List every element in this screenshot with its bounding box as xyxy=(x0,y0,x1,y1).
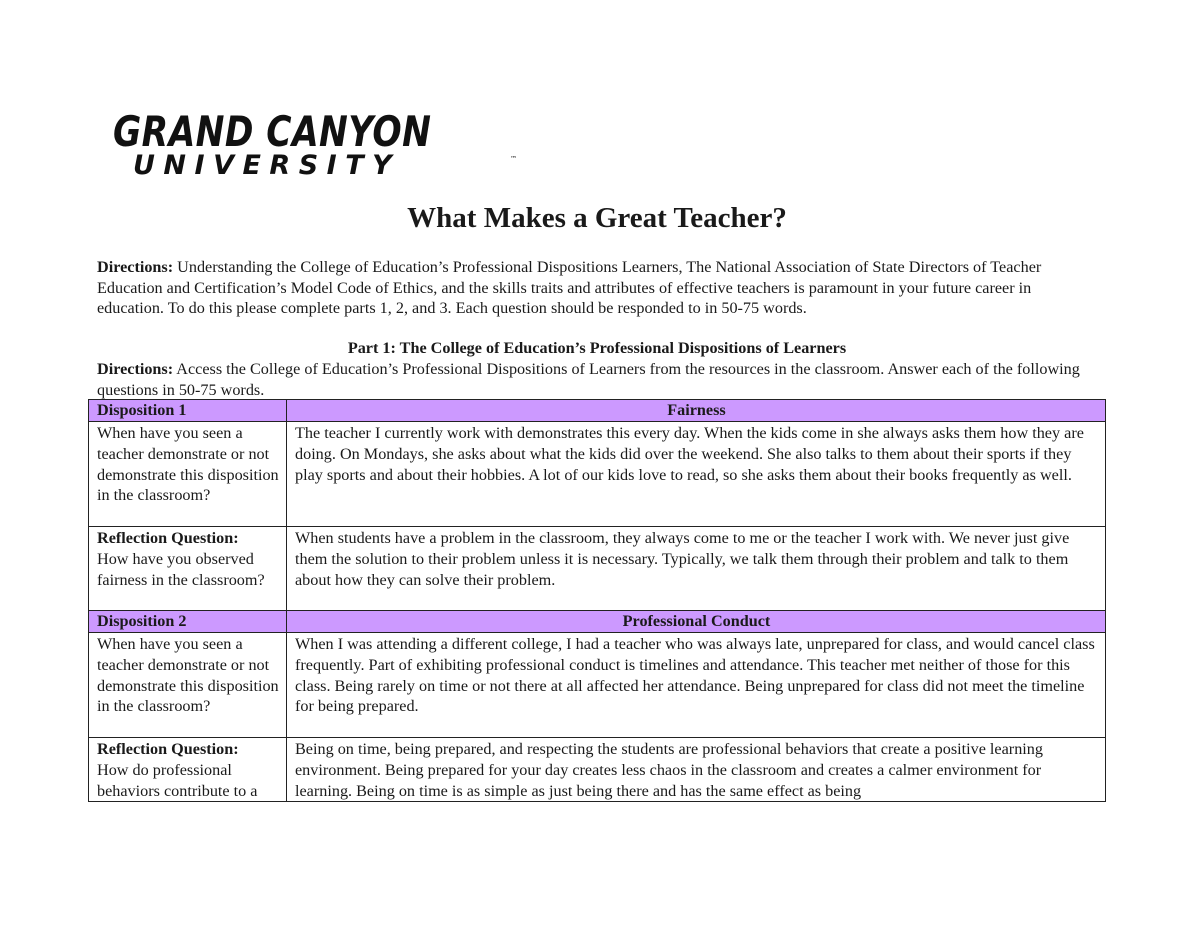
page-title: What Makes a Great Teacher? xyxy=(407,202,787,234)
disposition-1-reflection-answer: When students have a problem in the classroom, they always come to me or the teacher I work with. We never just give them the solution to their problem unless it is necessary. Typically, we talk them through their problem and talk to them about how they can solve their problem. xyxy=(287,527,1106,611)
disposition-2-answer: When I was attending a different college, I had a teacher who was always late, unprepared for class, and would cancel class frequently. Part of exhibiting professional conduct is timelines and attendance. This teacher met neither of those for this class. Being rarely on time or not there at all affected her attendance. Being unprepared for class did not meet the timeline for being prepared. xyxy=(287,633,1106,738)
disposition-2-reflection-row xyxy=(89,738,1106,802)
disposition-2-header-row xyxy=(89,611,1106,633)
reflection-text: How have you observed fairness in the classroom? xyxy=(97,549,265,589)
university-logo xyxy=(113,107,517,185)
part1-directions-text: Access the College of Education’s Professional Dispositions of Learners from the resources in the classroom. Answer each of the following questions in 50-75 words. xyxy=(97,360,1080,399)
reflection-label: Reflection Question: xyxy=(97,529,239,547)
disposition-1-name: Fairness xyxy=(287,400,1106,422)
directions-text: Understanding the College of Education’s Professional Dispositions Learners, The National Association of State Directors of Teacher Education and Certification’s Model Code of Ethics, and the skills traits and attributes of effective teachers is paramount in your future career in education. To do this please complete parts 1, 2, and 3. Each question should be responded to in 50-75 words. xyxy=(97,258,1042,317)
disposition-1-reflection-question xyxy=(89,527,287,611)
disposition-1-label: Disposition 1 xyxy=(89,400,287,422)
logo-line-2: UNIVERSITY xyxy=(133,150,401,181)
directions-paragraph xyxy=(97,257,1097,319)
logo-trademark: ™ xyxy=(510,155,517,163)
disposition-1-answer: The teacher I currently work with demonstrates this every day. When the kids come in she always asks them how they are doing. On Mondays, she asks about what the kids did over the weekend. She also talks to them about their sports if they play sports and about their hobbies. A lot of our kids love to read, so she asks them about their books frequently as well. xyxy=(287,422,1106,527)
reflection-label: Reflection Question: xyxy=(97,740,239,758)
part1-directions-label: Directions: xyxy=(97,360,174,378)
reflection-answer-text: Being on time, being prepared, and respecting the students are professional behaviors that create a positive learning environment. Being prepared for your day creates less chaos in the classroom and creates a calmer environment for learning. Being on time is as simple as just being there and has the same effect as being xyxy=(295,740,1043,800)
disposition-1-question-row xyxy=(89,422,1106,527)
reflection-text: How do professional behaviors contribute to a xyxy=(97,760,258,800)
disposition-2-label: Disposition 2 xyxy=(89,611,287,633)
disposition-1-reflection-row xyxy=(89,527,1106,611)
directions-label: Directions: xyxy=(97,258,174,276)
disposition-1-header-row xyxy=(89,400,1106,422)
disposition-2-question: When have you seen a teacher demonstrate or not demonstrate this disposition in the classroom? xyxy=(89,633,287,738)
logo-line-1: GRAND CANYON xyxy=(113,107,432,156)
disposition-2-question-row xyxy=(89,633,1106,738)
disposition-2-name: Professional Conduct xyxy=(287,611,1106,633)
disposition-2-reflection-answer xyxy=(287,738,1106,802)
disposition-2-reflection-question xyxy=(89,738,287,802)
disposition-1-question: When have you seen a teacher demonstrate or not demonstrate this disposition in the classroom? xyxy=(89,422,287,527)
dispositions-table xyxy=(88,399,1106,802)
part1-directions xyxy=(97,359,1097,400)
part1-heading: Part 1: The College of Education’s Professional Dispositions of Learners xyxy=(347,339,847,357)
